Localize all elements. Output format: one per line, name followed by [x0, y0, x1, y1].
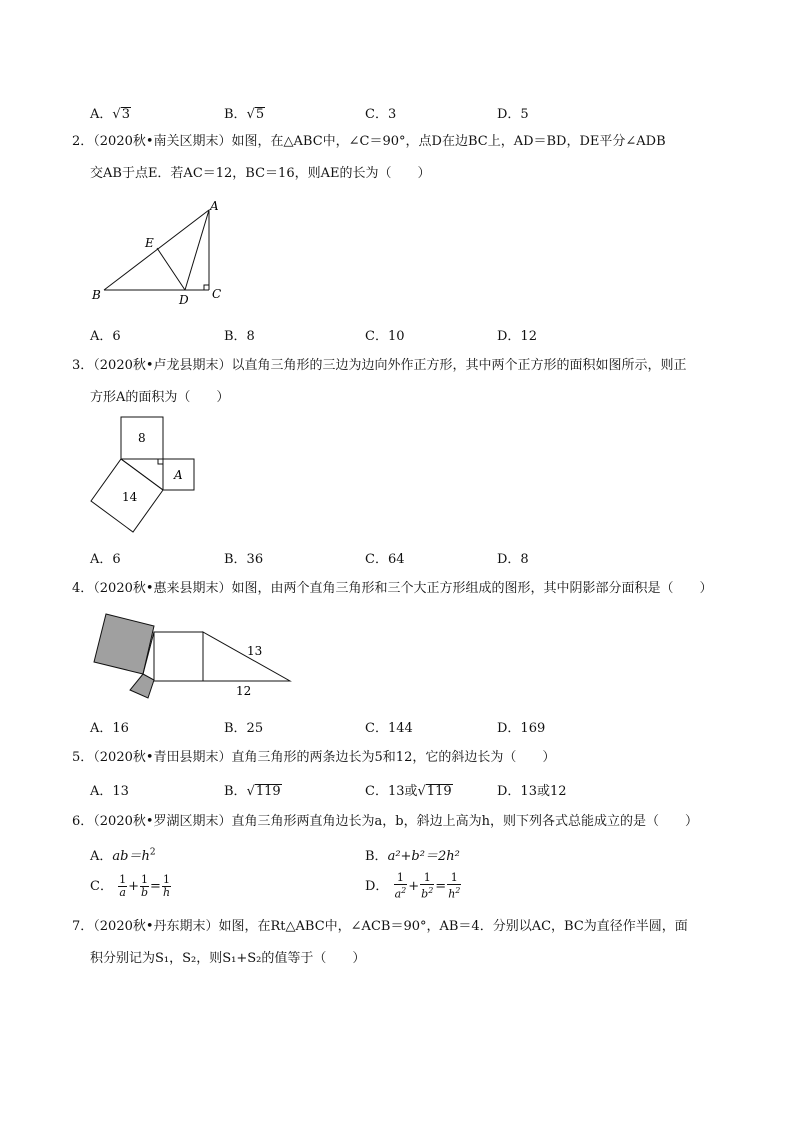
q2-label-a: A	[210, 199, 219, 213]
q2-option-b: B．8	[224, 329, 255, 344]
q3-stem-line1: 3．（2020秋•卢龙县期末）以直角三角形的三边为边向外作正方形，其中两个正方形的面积如图所示，则正	[72, 358, 687, 373]
q1-option-a: A．√3	[90, 107, 130, 122]
q6-option-a: A．$ab=h^2$	[90, 847, 156, 864]
q1-option-c: C．3	[365, 107, 397, 122]
q3-right-angle-mark	[158, 459, 163, 464]
q2-option-d: D．12	[497, 329, 537, 344]
q4-middle-square	[154, 632, 203, 681]
q5-option-b: B．√119	[224, 784, 281, 799]
q3-hypotenuse	[121, 459, 163, 490]
q5-stem-line1: 5．（2020秋•青田县期末）直角三角形的两条边长为5和12，它的斜边长为（ ）	[72, 750, 556, 765]
q2-label-c: C	[212, 287, 222, 301]
q7-stem-line2: 积分别记为S₁，S₂，则S₁+S₂的值等于（ ）	[90, 951, 366, 966]
q3-label-a: A	[174, 468, 183, 482]
q6-option-c: C． $\frac{1}{a}$ + $\frac{1}{b}$ = $\frac{1}{h}$	[90, 873, 171, 899]
q4-option-b: B．25	[224, 721, 264, 736]
q4-shaded-square-small	[130, 674, 154, 698]
q2-options	[90, 325, 690, 343]
q3-option-b: B．36	[224, 552, 264, 567]
q5-option-a: A．13	[90, 784, 129, 799]
q5-options	[90, 780, 690, 798]
q4-label-13: 13	[247, 644, 263, 658]
q2-stem-line1: 2．（2020秋•南关区期末）如图，在△ABC中，∠C＝90°，点D在边BC上，AD＝BD，DE平分∠ADB	[72, 134, 666, 149]
q3-option-d: D．8	[497, 552, 529, 567]
q2-option-c: C．10	[365, 329, 405, 344]
q7-stem-line1: 7．（2020秋•丹东期末）如图，在Rt△ABC中，∠ACB＝90°，AB＝4．分别以AC，BC为直径作半圆，面	[72, 919, 688, 934]
q6-option-d: D． $\frac{1}{a^2}$ + $\frac{1}{b^2}$ = $\frac{1}{h^2}$	[365, 871, 461, 901]
q2-option-a: A．6	[90, 329, 121, 344]
q5-option-d: D．13或12	[497, 784, 567, 799]
q3-option-c: C．64	[365, 552, 405, 567]
q2-side-ab	[104, 210, 209, 290]
q2-right-angle-mark	[204, 285, 209, 290]
q2-label-e: E	[145, 236, 154, 250]
q4-option-a: A．16	[90, 721, 129, 736]
q4-stem-line1: 4．（2020秋•惠来县期末）如图，由两个直角三角形和三个大正方形组成的图形，其中阴影部分面积是（ ）	[72, 581, 713, 596]
q2-label-d: D	[179, 293, 189, 306]
q6-option-b: B．a²+b²＝2h²	[365, 849, 460, 864]
q3-option-a: A．6	[90, 552, 121, 567]
q2-segment-ad	[185, 210, 209, 290]
q4-options	[90, 717, 690, 735]
q2-segment-de	[157, 248, 185, 290]
q3-squares-figure	[86, 412, 206, 536]
q3-label-bottom: 14	[122, 490, 138, 504]
q2-label-b: B	[92, 288, 101, 302]
q6-stem-line1: 6．（2020秋•罗湖区期末）直角三角形两直角边长为a，b，斜边上高为h，则下列各式总能成立的是（ ）	[72, 814, 698, 829]
q3-options	[90, 548, 690, 566]
q4-squares-figure	[90, 610, 296, 702]
q2-triangle-figure	[88, 198, 228, 306]
q4-label-12: 12	[236, 684, 252, 698]
q1-option-d: D．5	[497, 107, 529, 122]
q2-stem-line2: 交AB于点E．若AC＝12，BC＝16，则AE的长为（ ）	[90, 166, 431, 181]
q4-option-c: C．144	[365, 721, 413, 736]
q4-option-d: D．169	[497, 721, 546, 736]
q3-stem-line2: 方形A的面积为（ ）	[90, 390, 230, 405]
q1-option-b: B．√5	[224, 107, 265, 122]
q5-option-c: C．13或√119	[365, 784, 452, 799]
q3-label-top: 8	[138, 431, 146, 445]
q1-options	[90, 103, 690, 121]
